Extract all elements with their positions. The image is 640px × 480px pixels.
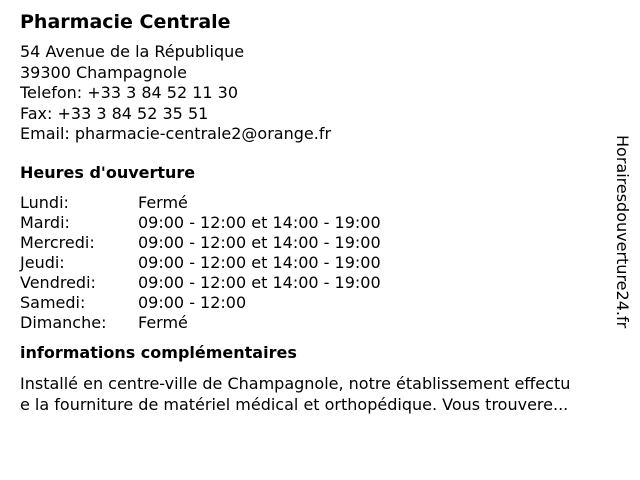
day-hours: 09:00 - 12:00 (138, 292, 247, 312)
info-description-line2: e la fourniture de matériel médical et orthopédique. Vous trouvere... (20, 395, 569, 414)
pharmacy-card (20, 10, 610, 416)
hours-row-vendredi (20, 273, 610, 293)
watermark-text: Horairesdouverture24.fr (613, 135, 632, 329)
day-label: Vendredi: (20, 272, 96, 292)
hours-row-jeudi (20, 253, 610, 273)
day-hours: Fermé (138, 312, 188, 332)
hours-table (20, 193, 610, 333)
fax-number: Fax: +33 3 84 52 35 51 (20, 103, 209, 123)
site-watermark (612, 135, 632, 345)
info-heading: informations complémentaires (20, 342, 297, 362)
email-address: Email: pharmacie-centrale2@orange.fr (20, 124, 332, 143)
hours-row-mardi (20, 213, 610, 233)
hours-heading: Heures d'ouverture (20, 162, 196, 182)
hours-row-mercredi (20, 233, 610, 253)
phone-number: Telefon: +33 3 84 52 11 30 (20, 83, 239, 102)
day-label: Lundi: (20, 192, 69, 212)
day-hours: 09:00 - 12:00 et 14:00 - 19:00 (138, 252, 381, 272)
day-hours: 09:00 - 12:00 et 14:00 - 19:00 (138, 232, 381, 252)
hours-row-dimanche (20, 313, 610, 333)
day-label: Mercredi: (20, 232, 95, 252)
day-label: Dimanche: (20, 312, 107, 332)
address-line2: 39300 Champagnole (20, 62, 188, 82)
day-label: Samedi: (20, 292, 86, 312)
day-hours: Fermé (138, 192, 188, 212)
day-label: Mardi: (20, 212, 70, 232)
address-line1: 54 Avenue de la République (20, 42, 245, 61)
day-hours: 09:00 - 12:00 et 14:00 - 19:00 (138, 212, 381, 232)
hours-row-lundi (20, 193, 610, 213)
pharmacy-name: Pharmacie Centrale (20, 11, 231, 33)
info-description-line1: Installé en centre-ville de Champagnole, notre établissement effectu (20, 373, 571, 393)
hours-row-samedi (20, 293, 610, 313)
day-label: Jeudi: (20, 252, 65, 272)
day-hours: 09:00 - 12:00 et 14:00 - 19:00 (138, 272, 381, 292)
